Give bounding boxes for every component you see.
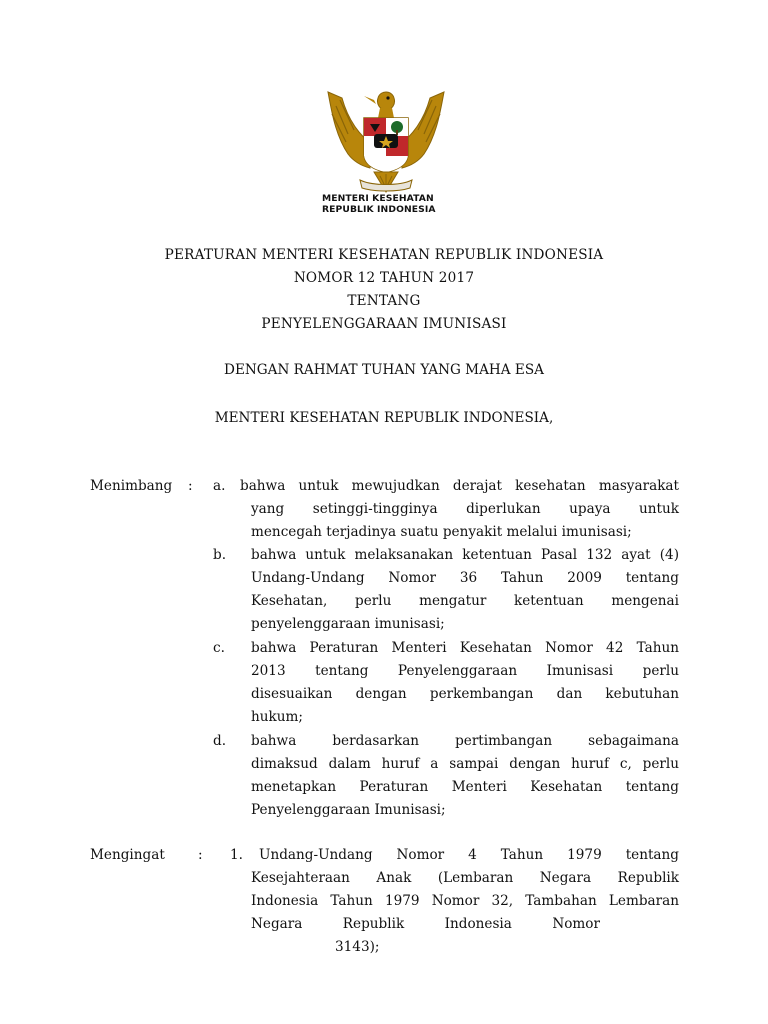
text-line: bahwa untuk melaksanakan ketentuan Pasal 132 ayat (4)	[251, 547, 679, 563]
title-line-2: NOMOR 12 TAHUN 2017	[293, 270, 475, 286]
text-line: bahwa berdasarkan pertimbangan sebagaimana	[251, 733, 679, 749]
mengingat-item-1	[251, 844, 679, 959]
text-line: bahwa untuk mewujudkan derajat kesehatan masyarakat	[240, 478, 679, 494]
mengingat-label: Mengingat	[90, 847, 165, 863]
menimbang-item-marker: b.	[213, 547, 227, 563]
text-line: disesuaikan dengan perkembangan dan kebutuhan	[251, 686, 679, 702]
menimbang-label: Menimbang	[90, 478, 173, 494]
title-line-4: PENYELENGGARAAN IMUNISASI	[261, 316, 507, 332]
blessing-line: DENGAN RAHMAT TUHAN YANG MAHA ESA	[224, 362, 544, 378]
text-line: 3143);	[335, 939, 380, 955]
menimbang-item-marker: c.	[213, 640, 225, 656]
emblem-caption-line1: MENTERI KESEHATAN	[322, 193, 434, 204]
text-line: Undang-Undang Nomor 4 Tahun 1979 tentang	[259, 847, 679, 863]
emblem-caption	[322, 194, 452, 215]
text-line: hukum;	[251, 709, 303, 725]
text-line: mencegah terjadinya suatu penyakit melalui imunisasi;	[251, 524, 632, 540]
text-line: menetapkan Peraturan Menteri Kesehatan tentang	[251, 779, 679, 795]
text-line: dimaksud dalam huruf a sampai dengan huruf c, perlu	[251, 756, 679, 772]
menimbang-item-c	[251, 637, 679, 729]
text-line: penyelenggaraan imunisasi;	[251, 616, 445, 632]
text-line: Penyelenggaraan Imunisasi;	[251, 802, 446, 818]
menimbang-item-a	[240, 475, 679, 544]
title-line-3: TENTANG	[347, 293, 421, 309]
text-line: Undang-Undang Nomor 36 Tahun 2009 tentang	[251, 570, 679, 586]
menimbang-colon: :	[188, 478, 193, 494]
text-line: Negara Republik Indonesia Nomor	[251, 916, 600, 932]
text-line: Kesejahteraan Anak (Lembaran Negara Republik	[251, 870, 679, 886]
emblem-caption-line2: REPUBLIK INDONESIA	[322, 203, 436, 215]
menimbang-item-d	[251, 730, 679, 822]
text-line: yang setinggi-tingginya diperlukan upaya untuk	[251, 501, 679, 517]
text-line: Kesehatan, perlu mengatur ketentuan mengenai	[251, 593, 679, 609]
title-line-1: PERATURAN MENTERI KESEHATAN REPUBLIK INDONESIA	[164, 247, 604, 263]
text-line: 2013 tentang Penyelenggaraan Imunisasi perlu	[251, 663, 679, 679]
mengingat-item-marker: 1.	[230, 847, 243, 863]
text-line: bahwa Peraturan Menteri Kesehatan Nomor 42 Tahun	[251, 640, 679, 656]
regulation-title	[0, 244, 768, 336]
menimbang-item-marker: a.	[213, 478, 226, 494]
authority-line: MENTERI KESEHATAN REPUBLIK INDONESIA,	[214, 410, 554, 426]
menimbang-item-marker: d.	[213, 733, 227, 749]
mengingat-colon: :	[198, 847, 203, 863]
text-line: Indonesia Tahun 1979 Nomor 32, Tambahan Lembaran	[251, 893, 679, 909]
menimbang-item-b	[251, 544, 679, 636]
